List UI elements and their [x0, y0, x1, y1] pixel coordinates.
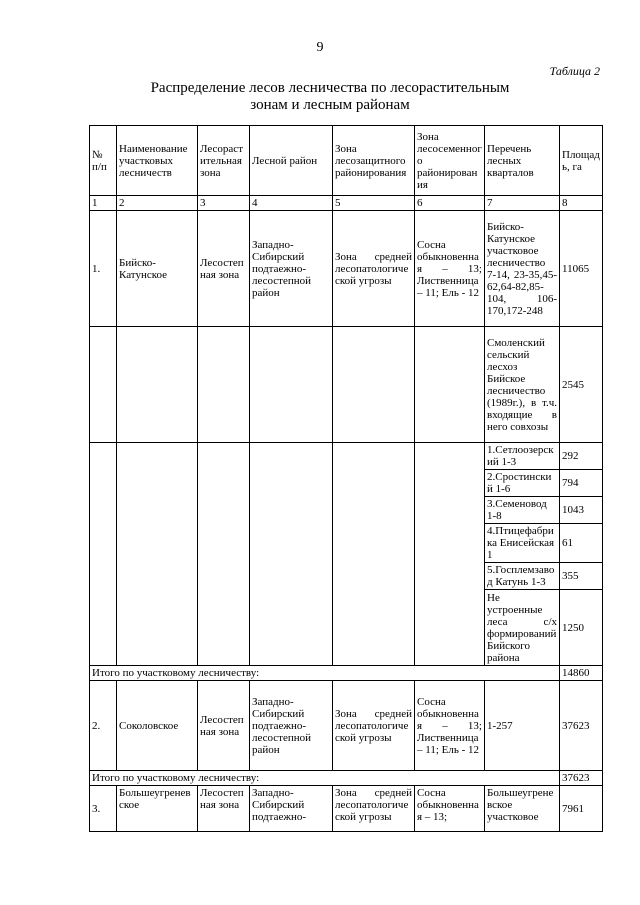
area-value: 11065 — [560, 211, 603, 327]
table-row — [90, 681, 603, 771]
table-row — [90, 211, 603, 327]
col-number: 2 — [117, 196, 198, 211]
area-value: 794 — [560, 470, 603, 497]
title-line-1: Распределение лесов лесничества по лесорастительным — [150, 80, 510, 96]
area-value: 61 — [560, 524, 603, 563]
forestry-name: Большеугреневское — [117, 786, 198, 832]
col-number: 1 — [90, 196, 117, 211]
area-value: 1250 — [560, 590, 603, 666]
col-number: 7 — [485, 196, 560, 211]
forestry-name: Соколовское — [117, 681, 198, 771]
row-number: 1. — [90, 211, 117, 327]
col-number: 8 — [560, 196, 603, 211]
forest-district: Западно-Сибирский подтаежно-лесостепной район — [250, 681, 333, 771]
quarters-list: 4.Птицефабрика Енисейская 1 — [485, 524, 560, 563]
area-value: 37623 — [560, 681, 603, 771]
page-number: 9 — [316, 40, 324, 55]
forest-district: Западно-Сибирский подтаежно-лесостепной район — [250, 211, 333, 327]
quarters-list: 2.Сростинский 1-6 — [485, 470, 560, 497]
col-number: 5 — [333, 196, 415, 211]
row-number: 3. — [90, 786, 117, 832]
protection-zone: Зона средней лесопатологической угрозы — [333, 681, 415, 771]
forest-zone: Лесостепная зона — [198, 786, 250, 832]
total-area: 14860 — [560, 666, 603, 681]
forest-zone: Лесостепная зона — [198, 681, 250, 771]
protection-zone: Зона средней лесопатологической угрозы — [333, 211, 415, 327]
quarters-list: Не устроенные леса с/х формирований Бийского района — [485, 590, 560, 666]
title-line-2: зонам и лесным районам — [250, 97, 410, 113]
area-value: 292 — [560, 443, 603, 470]
document-title — [120, 80, 540, 114]
area-value: 7961 — [560, 786, 603, 832]
quarters-list: 5.Госплемзавод Катунь 1-3 — [485, 563, 560, 590]
total-row — [90, 666, 603, 681]
header-quarters: Перечень лесных кварталов — [485, 126, 560, 196]
table-label: Таблица 2 — [549, 64, 600, 78]
quarters-list: 3.Семеновод 1-8 — [485, 497, 560, 524]
col-number: 3 — [198, 196, 250, 211]
quarters-list: 1.Сетлоозерский 1-3 — [485, 443, 560, 470]
total-label: Итого по участковому лесничеству: — [90, 771, 560, 786]
header-name: Наименование участковых лесничеств — [117, 126, 198, 196]
total-row — [90, 771, 603, 786]
header-area: Площадь, га — [560, 126, 603, 196]
forestry-name: Бийско-Катунское — [117, 211, 198, 327]
header-seed: Зона лесосеменного районирования — [415, 126, 485, 196]
column-number-row — [90, 196, 603, 211]
quarters-list: 1-257 — [485, 681, 560, 771]
seed-zone: Сосна обыкновенная – 13; — [415, 786, 485, 832]
quarters-list: Бийско-Катунское участковое лесничество 7-14, 23-35,45-62,64-82,85-104, 106-170,172-248 — [485, 211, 560, 327]
col-number: 4 — [250, 196, 333, 211]
seed-zone: Сосна обыкновенная – 13; Лиственница – 11; Ель - 12 — [415, 211, 485, 327]
area-value: 2545 — [560, 327, 603, 443]
table-row — [90, 786, 603, 832]
header-district: Лесной район — [250, 126, 333, 196]
forest-district: Западно-Сибирский подтаежно- — [250, 786, 333, 832]
area-value: 1043 — [560, 497, 603, 524]
quarters-list: Большеугреневское участковое — [485, 786, 560, 832]
seed-zone: Сосна обыкновенная – 13; Лиственница – 11; Ель - 12 — [415, 681, 485, 771]
row-number: 2. — [90, 681, 117, 771]
forest-distribution-table — [89, 125, 603, 832]
total-area: 37623 — [560, 771, 603, 786]
protection-zone: Зона средней лесопатологической угрозы — [333, 786, 415, 832]
table-row — [90, 327, 603, 443]
header-zone: Лесорастительная зона — [198, 126, 250, 196]
header-num: № п/п — [90, 126, 117, 196]
area-value: 355 — [560, 563, 603, 590]
forest-zone: Лесостепная зона — [198, 211, 250, 327]
total-label: Итого по участковому лесничеству: — [90, 666, 560, 681]
quarters-list: Смоленский сельский лесхоз Бийское лесничество (1989г.), в т.ч. входящие в него совхозы — [485, 327, 560, 443]
header-protection: Зона лесозащитного районирования — [333, 126, 415, 196]
table-row — [90, 443, 603, 470]
col-number: 6 — [415, 196, 485, 211]
header-row — [90, 126, 603, 196]
